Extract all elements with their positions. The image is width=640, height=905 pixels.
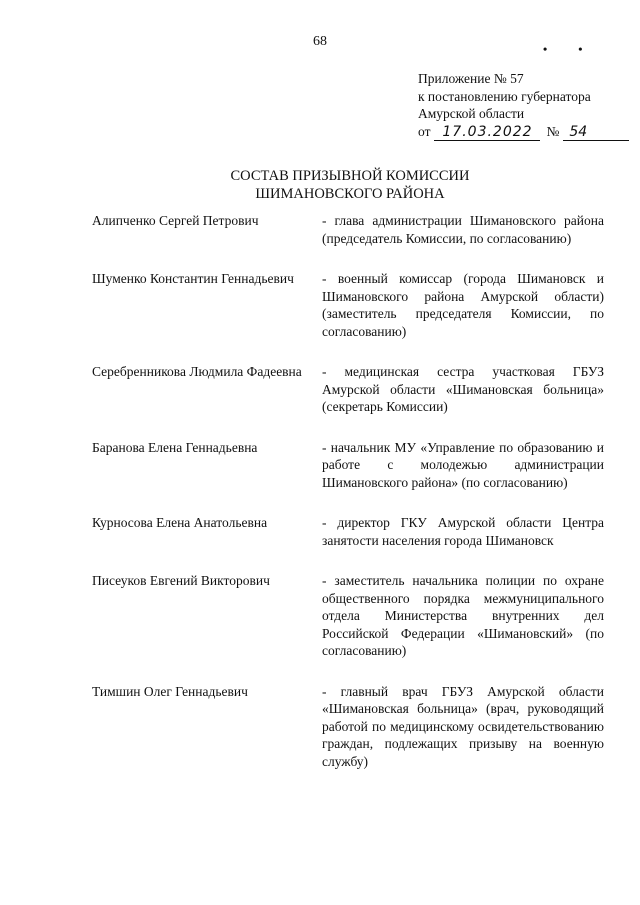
document-title: [0, 167, 640, 203]
member-row: [92, 683, 604, 771]
member-name: Баранова Елена Геннадьевна: [92, 439, 258, 455]
handwritten-number: 54: [563, 125, 629, 141]
appendix-region: Амурской области: [418, 106, 525, 121]
member-name: Тимшин Олег Геннадьевич: [92, 683, 248, 699]
member-role: - начальник МУ «Управление по образованию и работе с молодежью администрации Шимановского района» (по согласованию): [322, 439, 604, 490]
title-line-2: ШИМАНОВСКОГО РАЙОНА: [255, 186, 445, 202]
member-row: [92, 572, 604, 660]
member-name: Алипченко Сергей Петрович: [92, 213, 259, 228]
member-role: - директор ГКУ Амурской области Центра занятости населения города Шимановск: [322, 515, 604, 548]
number-prefix: №: [546, 123, 560, 139]
member-name: Писеуков Евгений Викторович: [92, 573, 270, 588]
appendix-block: [418, 70, 629, 141]
member-role: - медицинская сестра участковая ГБУЗ Амурской области «Шимановская больница» (секретарь Комиссии): [322, 364, 604, 414]
member-row: [92, 212, 604, 247]
member-row: [92, 270, 604, 340]
member-name: Курносова Елена Анатольевна: [92, 515, 268, 530]
member-row: [92, 514, 604, 549]
header-marks: • •: [543, 42, 597, 56]
appendix-date-line: [418, 123, 629, 141]
members-list: [92, 212, 604, 793]
member-name: Серебренникова Людмила Фадеевна: [92, 364, 302, 379]
appendix-number: Приложение № 57: [418, 71, 524, 86]
title-line-1: СОСТАВ ПРИЗЫВНОЙ КОМИССИИ: [230, 168, 470, 184]
member-role: - главный врач ГБУЗ Амурской области «Шимановская больница» (врач, руководящий работой по медицинскому освидетельствованию граждан, подлежащих призыву на военную службу): [322, 683, 604, 769]
member-name: Шуменко Константин Геннадьевич: [92, 271, 294, 286]
member-role: - глава администрации Шимановского района (председатель Комиссии, по согласованию): [322, 213, 604, 246]
appendix-reference: к постановлению губернатора: [418, 88, 591, 104]
date-prefix: от: [418, 123, 431, 139]
member-role: - военный комиссар (города Шимановск и Шимановского района Амурской области) (заместитель председателя Комиссии, по согласованию): [322, 271, 604, 339]
handwritten-date: 17.03.2022: [434, 125, 540, 141]
member-row: [92, 363, 604, 416]
member-role: - заместитель начальника полиции по охране общественного порядка межмуниципального отдела Министерства внутренних дел Российской Федерации «Шимановский» (по согласованию): [322, 573, 604, 658]
member-row: [92, 439, 604, 492]
page-number: 68: [313, 34, 327, 49]
